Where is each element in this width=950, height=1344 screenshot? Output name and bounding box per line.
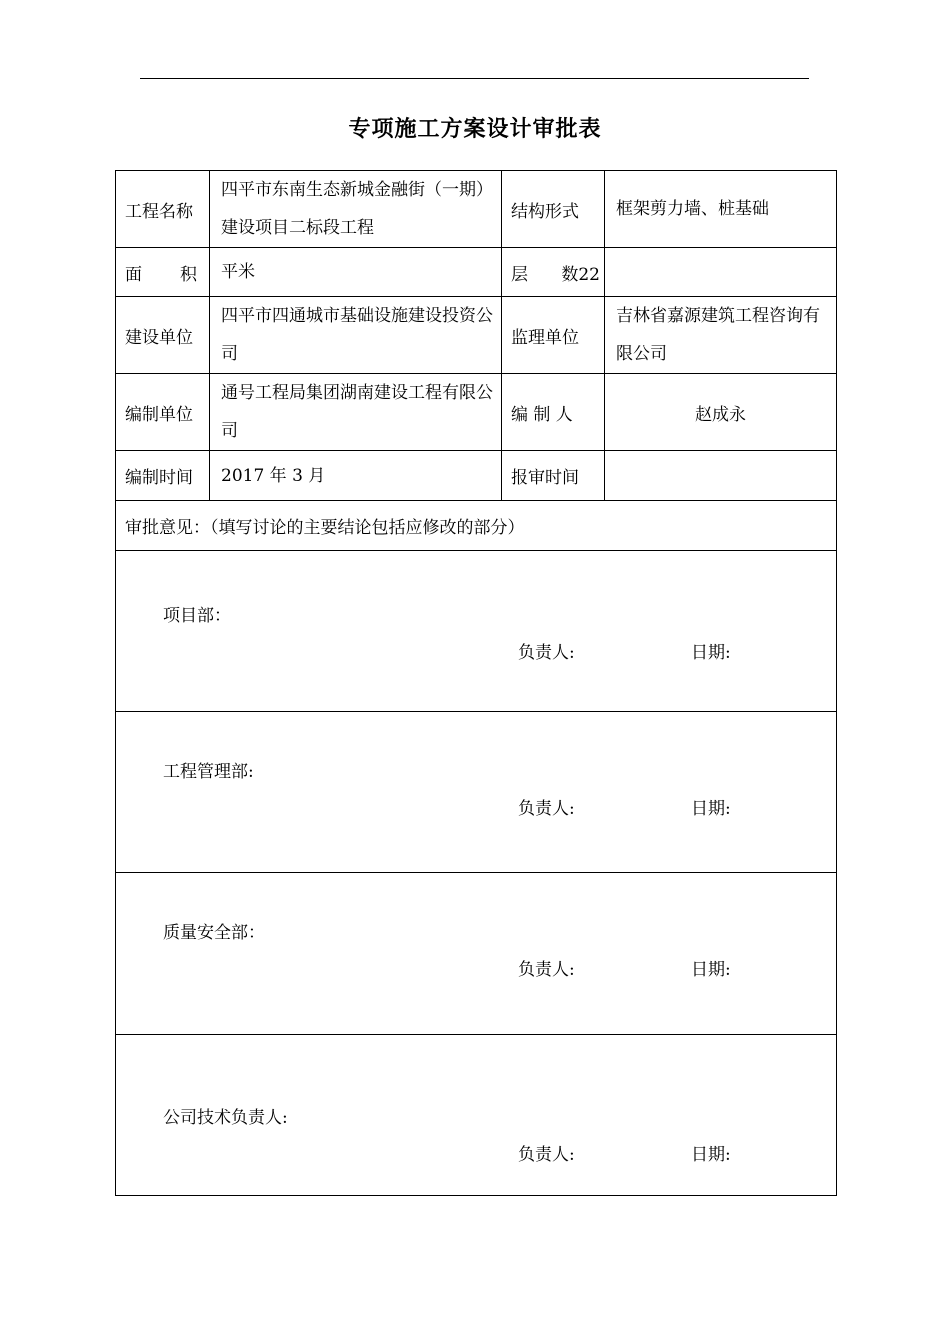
- header-rule: [140, 78, 809, 79]
- row-opinion: [116, 501, 837, 551]
- area-label: [116, 248, 210, 297]
- row-time: [116, 451, 837, 501]
- project-name-value: 四平市东南生态新城金融街（一期）建设项目二标段工程: [210, 171, 502, 248]
- builder-value: 四平市四通城市基础设施建设投资公司: [210, 297, 502, 374]
- report-time-label: 报审时间: [502, 451, 605, 501]
- row-area-floors: [116, 248, 837, 297]
- row-project-name: [116, 171, 837, 248]
- supervisor-label: 监理单位: [502, 297, 605, 374]
- section-sign-label: 负责人:: [518, 1145, 575, 1165]
- section-tech-lead: [116, 1035, 837, 1196]
- compiler-label: 编 制 人: [502, 374, 605, 451]
- area-label-b: 积: [180, 264, 197, 285]
- compile-time-label: 编制时间: [116, 451, 210, 501]
- structure-value: 框架剪力墙、桩基础: [605, 171, 837, 248]
- section-date-label: 日期:: [691, 643, 731, 663]
- area-label-a: 面: [125, 264, 142, 285]
- opinion-label: 审批意见：（填写讨论的主要结论包括应修改的部分）: [116, 501, 837, 551]
- row-builder: [116, 297, 837, 374]
- floors-label-b: 数22: [561, 264, 600, 285]
- report-time-value: [605, 451, 837, 501]
- compile-time-value: 2017 年 3 月: [210, 451, 502, 501]
- area-value: 平米: [210, 248, 502, 297]
- floors-label: [502, 248, 605, 297]
- section-project-dept: [116, 551, 837, 712]
- section-sign-label: 负责人:: [518, 643, 575, 663]
- section-label: 公司技术负责人:: [163, 1108, 288, 1128]
- structure-label: 结构形式: [502, 171, 605, 248]
- row-compiler: [116, 374, 837, 451]
- document-title: 专项施工方案设计审批表: [348, 116, 602, 142]
- section-label: 工程管理部:: [163, 762, 254, 782]
- section-date-label: 日期:: [691, 960, 731, 980]
- project-name-label: 工程名称: [116, 171, 210, 248]
- section-quality-safety: [116, 873, 837, 1035]
- section-label: 质量安全部：: [163, 923, 265, 943]
- compiler-unit-label: 编制单位: [116, 374, 210, 451]
- compiler-value: 赵成永: [605, 374, 837, 451]
- compiler-unit-value: 通号工程局集团湖南建设工程有限公司: [210, 374, 502, 451]
- floors-value: [605, 248, 837, 297]
- section-label: 项目部：: [163, 606, 231, 626]
- section-date-label: 日期:: [691, 1145, 731, 1165]
- builder-label: 建设单位: [116, 297, 210, 374]
- supervisor-value: 吉林省嘉源建筑工程咨询有限公司: [605, 297, 837, 374]
- section-engineering-dept: [116, 712, 837, 873]
- approval-form: [115, 170, 837, 1196]
- floors-label-a: 层: [511, 264, 528, 285]
- section-sign-label: 负责人:: [518, 799, 575, 819]
- section-sign-label: 负责人:: [518, 960, 575, 980]
- section-date-label: 日期:: [691, 799, 731, 819]
